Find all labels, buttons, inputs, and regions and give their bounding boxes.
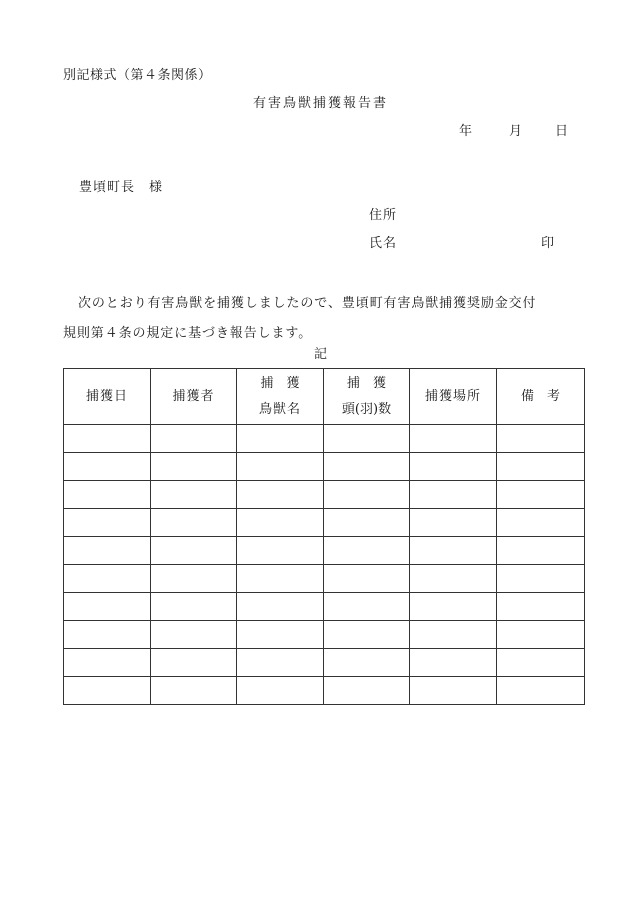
cell-capture-date[interactable] bbox=[64, 565, 151, 593]
cell-remarks[interactable] bbox=[497, 593, 585, 621]
body-line-2: 規則第４条の規定に基づき報告します。 bbox=[63, 326, 313, 341]
cell-location[interactable] bbox=[410, 481, 497, 509]
header-count bbox=[324, 369, 410, 425]
header-species-line-2: 鳥獣名 bbox=[258, 401, 301, 417]
date-day-label: 日 bbox=[555, 124, 569, 139]
cell-capture-date[interactable] bbox=[64, 453, 151, 481]
table-body bbox=[64, 425, 585, 705]
cell-location[interactable] bbox=[410, 677, 497, 705]
cell-location[interactable] bbox=[410, 565, 497, 593]
cell-location[interactable] bbox=[410, 509, 497, 537]
cell-species[interactable] bbox=[237, 453, 324, 481]
cell-capturer[interactable] bbox=[151, 481, 237, 509]
seal-label: 印 bbox=[541, 236, 555, 251]
cell-capture-date[interactable] bbox=[64, 537, 151, 565]
table-row bbox=[64, 593, 585, 621]
table-row bbox=[64, 537, 585, 565]
cell-capture-date[interactable] bbox=[64, 509, 151, 537]
date-month-label: 月 bbox=[509, 124, 523, 139]
cell-species[interactable] bbox=[237, 677, 324, 705]
header-location bbox=[410, 369, 497, 425]
cell-count[interactable] bbox=[324, 481, 410, 509]
cell-species[interactable] bbox=[237, 481, 324, 509]
cell-species[interactable] bbox=[237, 593, 324, 621]
table-row bbox=[64, 509, 585, 537]
table-row bbox=[64, 425, 585, 453]
header-remarks bbox=[497, 369, 585, 425]
form-label: 別記様式（第４条関係） bbox=[63, 68, 212, 83]
name-label: 氏名 bbox=[369, 236, 398, 251]
cell-remarks[interactable] bbox=[497, 649, 585, 677]
cell-capture-date[interactable] bbox=[64, 481, 151, 509]
cell-capturer[interactable] bbox=[151, 425, 237, 453]
document-title: 有害鳥獣捕獲報告書 bbox=[253, 96, 389, 111]
table-row bbox=[64, 565, 585, 593]
cell-remarks[interactable] bbox=[497, 481, 585, 509]
address-label: 住所 bbox=[369, 208, 398, 223]
body-line-1: 次のとおり有害鳥獣を捕獲しましたので、豊頃町有害鳥獣捕獲奨励金交付 bbox=[78, 296, 537, 311]
table-row bbox=[64, 453, 585, 481]
cell-location[interactable] bbox=[410, 621, 497, 649]
ki-heading: 記 bbox=[314, 347, 328, 362]
table-row bbox=[64, 677, 585, 705]
cell-count[interactable] bbox=[324, 593, 410, 621]
body-text bbox=[63, 289, 585, 349]
cell-count[interactable] bbox=[324, 677, 410, 705]
header-capturer bbox=[151, 369, 237, 425]
cell-location[interactable] bbox=[410, 593, 497, 621]
cell-count[interactable] bbox=[324, 649, 410, 677]
cell-location[interactable] bbox=[410, 649, 497, 677]
header-species bbox=[237, 369, 324, 425]
cell-species[interactable] bbox=[237, 565, 324, 593]
header-remarks-label: 備 考 bbox=[520, 388, 560, 404]
cell-remarks[interactable] bbox=[497, 677, 585, 705]
cell-capture-date[interactable] bbox=[64, 425, 151, 453]
cell-remarks[interactable] bbox=[497, 621, 585, 649]
table-header-row bbox=[64, 369, 585, 425]
header-capturer-label: 捕獲者 bbox=[172, 388, 215, 404]
table-row bbox=[64, 649, 585, 677]
cell-capture-date[interactable] bbox=[64, 649, 151, 677]
header-count-line-1: 捕 獲 bbox=[346, 375, 386, 391]
cell-count[interactable] bbox=[324, 565, 410, 593]
cell-species[interactable] bbox=[237, 621, 324, 649]
cell-remarks[interactable] bbox=[497, 565, 585, 593]
header-count-line-2: 頭(羽)数 bbox=[341, 401, 392, 417]
cell-capture-date[interactable] bbox=[64, 593, 151, 621]
cell-capturer[interactable] bbox=[151, 453, 237, 481]
date-year-label: 年 bbox=[459, 124, 473, 139]
header-location-label: 捕獲場所 bbox=[424, 388, 481, 404]
header-capture-date-label: 捕獲日 bbox=[85, 388, 128, 404]
cell-capturer[interactable] bbox=[151, 565, 237, 593]
cell-remarks[interactable] bbox=[497, 509, 585, 537]
cell-remarks[interactable] bbox=[497, 537, 585, 565]
cell-count[interactable] bbox=[324, 537, 410, 565]
cell-species[interactable] bbox=[237, 649, 324, 677]
cell-location[interactable] bbox=[410, 537, 497, 565]
cell-capture-date[interactable] bbox=[64, 621, 151, 649]
header-species-line-1: 捕 獲 bbox=[260, 375, 300, 391]
cell-capturer[interactable] bbox=[151, 537, 237, 565]
addressee: 豊頃町長 様 bbox=[79, 180, 164, 195]
cell-capture-date[interactable] bbox=[64, 677, 151, 705]
cell-species[interactable] bbox=[237, 425, 324, 453]
table-row bbox=[64, 621, 585, 649]
capture-record-table bbox=[63, 368, 585, 705]
cell-species[interactable] bbox=[237, 537, 324, 565]
cell-species[interactable] bbox=[237, 509, 324, 537]
cell-capturer[interactable] bbox=[151, 593, 237, 621]
cell-remarks[interactable] bbox=[497, 425, 585, 453]
cell-location[interactable] bbox=[410, 453, 497, 481]
cell-count[interactable] bbox=[324, 509, 410, 537]
table-row bbox=[64, 481, 585, 509]
cell-capturer[interactable] bbox=[151, 509, 237, 537]
cell-capturer[interactable] bbox=[151, 621, 237, 649]
cell-capturer[interactable] bbox=[151, 677, 237, 705]
cell-location[interactable] bbox=[410, 425, 497, 453]
cell-remarks[interactable] bbox=[497, 453, 585, 481]
cell-count[interactable] bbox=[324, 621, 410, 649]
cell-count[interactable] bbox=[324, 453, 410, 481]
cell-count[interactable] bbox=[324, 425, 410, 453]
header-capture-date bbox=[64, 369, 151, 425]
cell-capturer[interactable] bbox=[151, 649, 237, 677]
